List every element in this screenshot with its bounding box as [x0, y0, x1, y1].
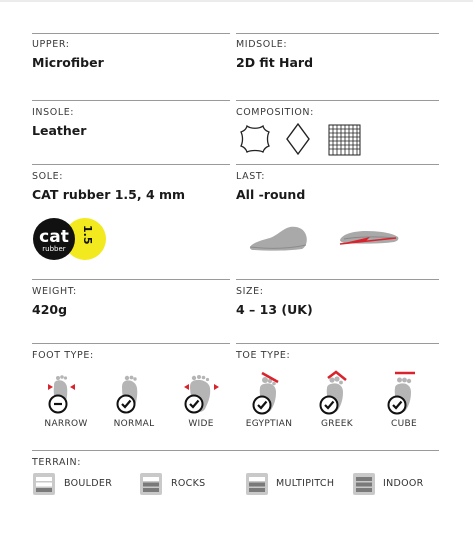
terrain-multipitch	[245, 472, 355, 496]
divider	[236, 279, 439, 280]
divider	[32, 450, 439, 451]
terrain-rocks	[139, 472, 239, 496]
terrain-boulder	[32, 472, 132, 496]
foot-type-wide-caption: WIDE	[188, 419, 214, 429]
terrain-boulder-label: BOULDER	[64, 478, 113, 489]
diamond-icon	[285, 122, 311, 156]
midsole-value: 2D fit Hard	[236, 55, 314, 70]
terrain-label: TERRAIN:	[32, 457, 82, 468]
divider	[32, 100, 230, 101]
terrain-indoor-label: INDOOR	[383, 478, 424, 489]
last-shape-side-icon	[248, 223, 310, 253]
cat-logo-badge: 1.5	[81, 225, 94, 245]
terrain-level-2-icon	[245, 472, 269, 496]
toe-type-egyptian-caption: EGYPTIAN	[245, 419, 293, 429]
divider	[236, 33, 439, 34]
leather-icon	[238, 122, 272, 156]
composition-label: COMPOSITION:	[236, 107, 314, 118]
upper-label: UPPER:	[32, 39, 70, 50]
greek-toe-icon	[315, 370, 351, 416]
terrain-rocks-label: ROCKS	[171, 478, 206, 489]
foot-type-narrow-caption: NARROW	[44, 419, 88, 429]
terrain-level-3-icon	[352, 472, 376, 496]
cat-logo-brand: cat	[39, 227, 69, 247]
terrain-level-2-icon	[139, 472, 163, 496]
divider	[32, 279, 230, 280]
size-value: 4 – 13 (UK)	[236, 302, 313, 317]
narrow-foot-icon	[44, 373, 78, 417]
insole-value: Leather	[32, 123, 87, 138]
sole-value: CAT rubber 1.5, 4 mm	[32, 187, 186, 202]
divider	[236, 164, 439, 165]
cat-rubber-logo	[32, 216, 108, 262]
toe-type-greek-caption: GREEK	[320, 419, 353, 429]
last-value: All -round	[236, 187, 306, 202]
divider	[32, 33, 230, 34]
foot-type-label: FOOT TYPE:	[32, 350, 94, 361]
insole-label: INSOLE:	[32, 107, 75, 118]
midsole-label: MIDSOLE:	[236, 39, 288, 50]
last-shape-profile-icon	[336, 226, 402, 250]
terrain-multipitch-label: MULTIPITCH	[276, 478, 335, 489]
top-divider	[0, 0, 473, 2]
divider	[32, 164, 230, 165]
cube-toe-icon	[383, 370, 419, 416]
weight-value: 420g	[32, 302, 68, 317]
divider	[236, 343, 439, 344]
toe-type-cube-caption: CUBE	[391, 419, 417, 429]
mesh-icon	[328, 124, 361, 156]
size-label: SIZE:	[236, 286, 264, 297]
toe-type-label: TOE TYPE:	[236, 350, 291, 361]
upper-value: Microfiber	[32, 55, 104, 70]
terrain-indoor	[352, 472, 442, 496]
sole-label: SOLE:	[32, 171, 64, 182]
egyptian-toe-icon	[248, 370, 284, 416]
divider	[32, 343, 230, 344]
last-label: LAST:	[236, 171, 265, 182]
normal-foot-icon	[112, 373, 146, 417]
divider	[236, 100, 439, 101]
foot-type-normal-caption: NORMAL	[113, 419, 155, 429]
wide-foot-icon	[181, 373, 221, 417]
weight-label: WEIGHT:	[32, 286, 77, 297]
terrain-level-1-icon	[32, 472, 56, 496]
cat-logo-sub: rubber	[42, 245, 66, 253]
